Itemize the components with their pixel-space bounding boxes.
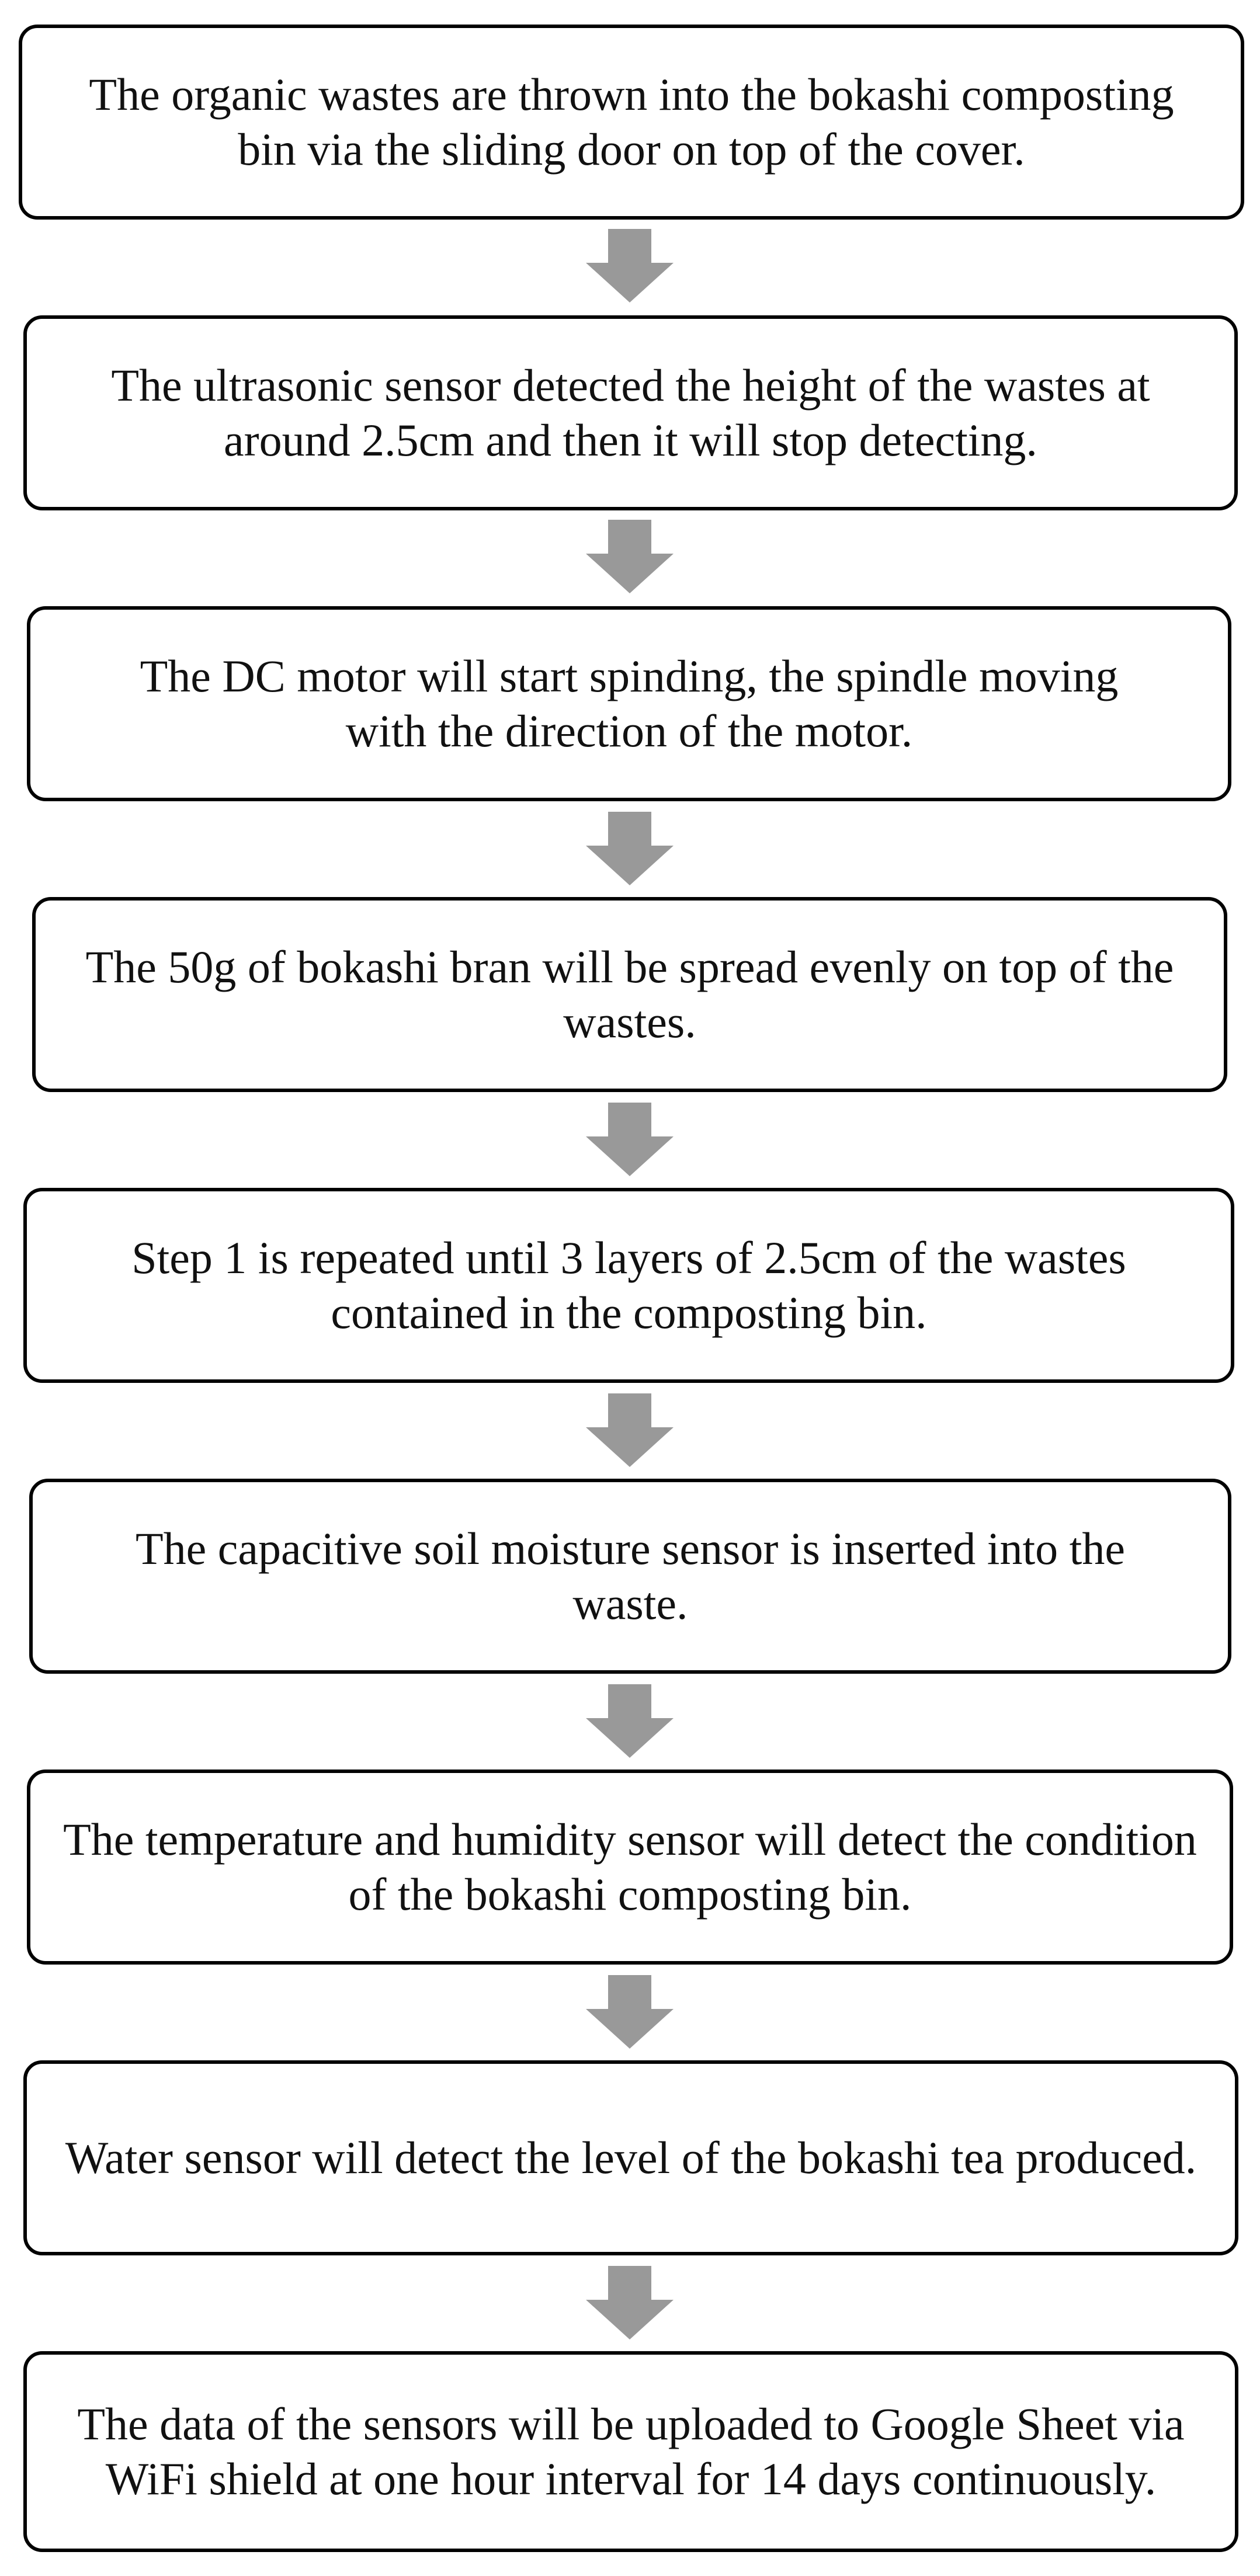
step-box-3 [27,606,1231,801]
step-text-1: The organic wastes are thrown into the bokashi composting bin via the sliding door on top of the cover. [89,69,1174,175]
step-text-8: Water sensor will detect the level of the bokashi tea produced. [65,2132,1197,2183]
down-arrow-shape [586,2266,674,2339]
step-text-6: The capacitive soil moisture sensor is inserted into the waste. [136,1523,1125,1629]
down-arrow-shape [586,520,674,593]
down-arrow-icon [586,1975,674,2049]
step-text-7: The temperature and humidity sensor will detect the condition of the bokashi composting bin. [63,1814,1197,1920]
step-box-8 [23,2060,1238,2255]
down-arrow-icon [586,2266,674,2339]
step-text-2: The ultrasonic sensor detected the height of the wastes at around 2.5cm and then it will stop detecting. [111,360,1150,465]
step-text-5: Step 1 is repeated until 3 layers of 2.5cm of the wastes contained in the composting bin. [131,1232,1126,1338]
step-box-5 [23,1188,1234,1383]
down-arrow-shape [586,1975,674,2049]
down-arrow-shape [586,1684,674,1758]
down-arrow-icon [586,812,674,885]
down-arrow-shape [586,812,674,885]
step-text-9: The data of the sensors will be uploaded to Google Sheet via WiFi shield at one hour interval for 14 days continuously. [77,2398,1185,2504]
step-box-7 [27,1770,1233,1965]
down-arrow-icon [586,229,674,303]
step-text-3: The DC motor will start spinding, the spindle moving with the direction of the motor. [140,651,1119,756]
down-arrow-shape [586,1393,674,1467]
step-box-2 [23,315,1238,510]
down-arrow-icon [586,520,674,593]
step-box-9 [23,2351,1238,2552]
down-arrow-icon [586,1393,674,1467]
down-arrow-icon [586,1103,674,1176]
down-arrow-shape [586,1103,674,1176]
down-arrow-shape [586,229,674,303]
step-text-4: The 50g of bokashi bran will be spread evenly on top of the wastes. [85,941,1174,1047]
step-box-6 [29,1479,1231,1674]
step-box-4 [32,897,1227,1092]
down-arrow-icon [586,1684,674,1758]
step-box-1 [19,25,1244,220]
